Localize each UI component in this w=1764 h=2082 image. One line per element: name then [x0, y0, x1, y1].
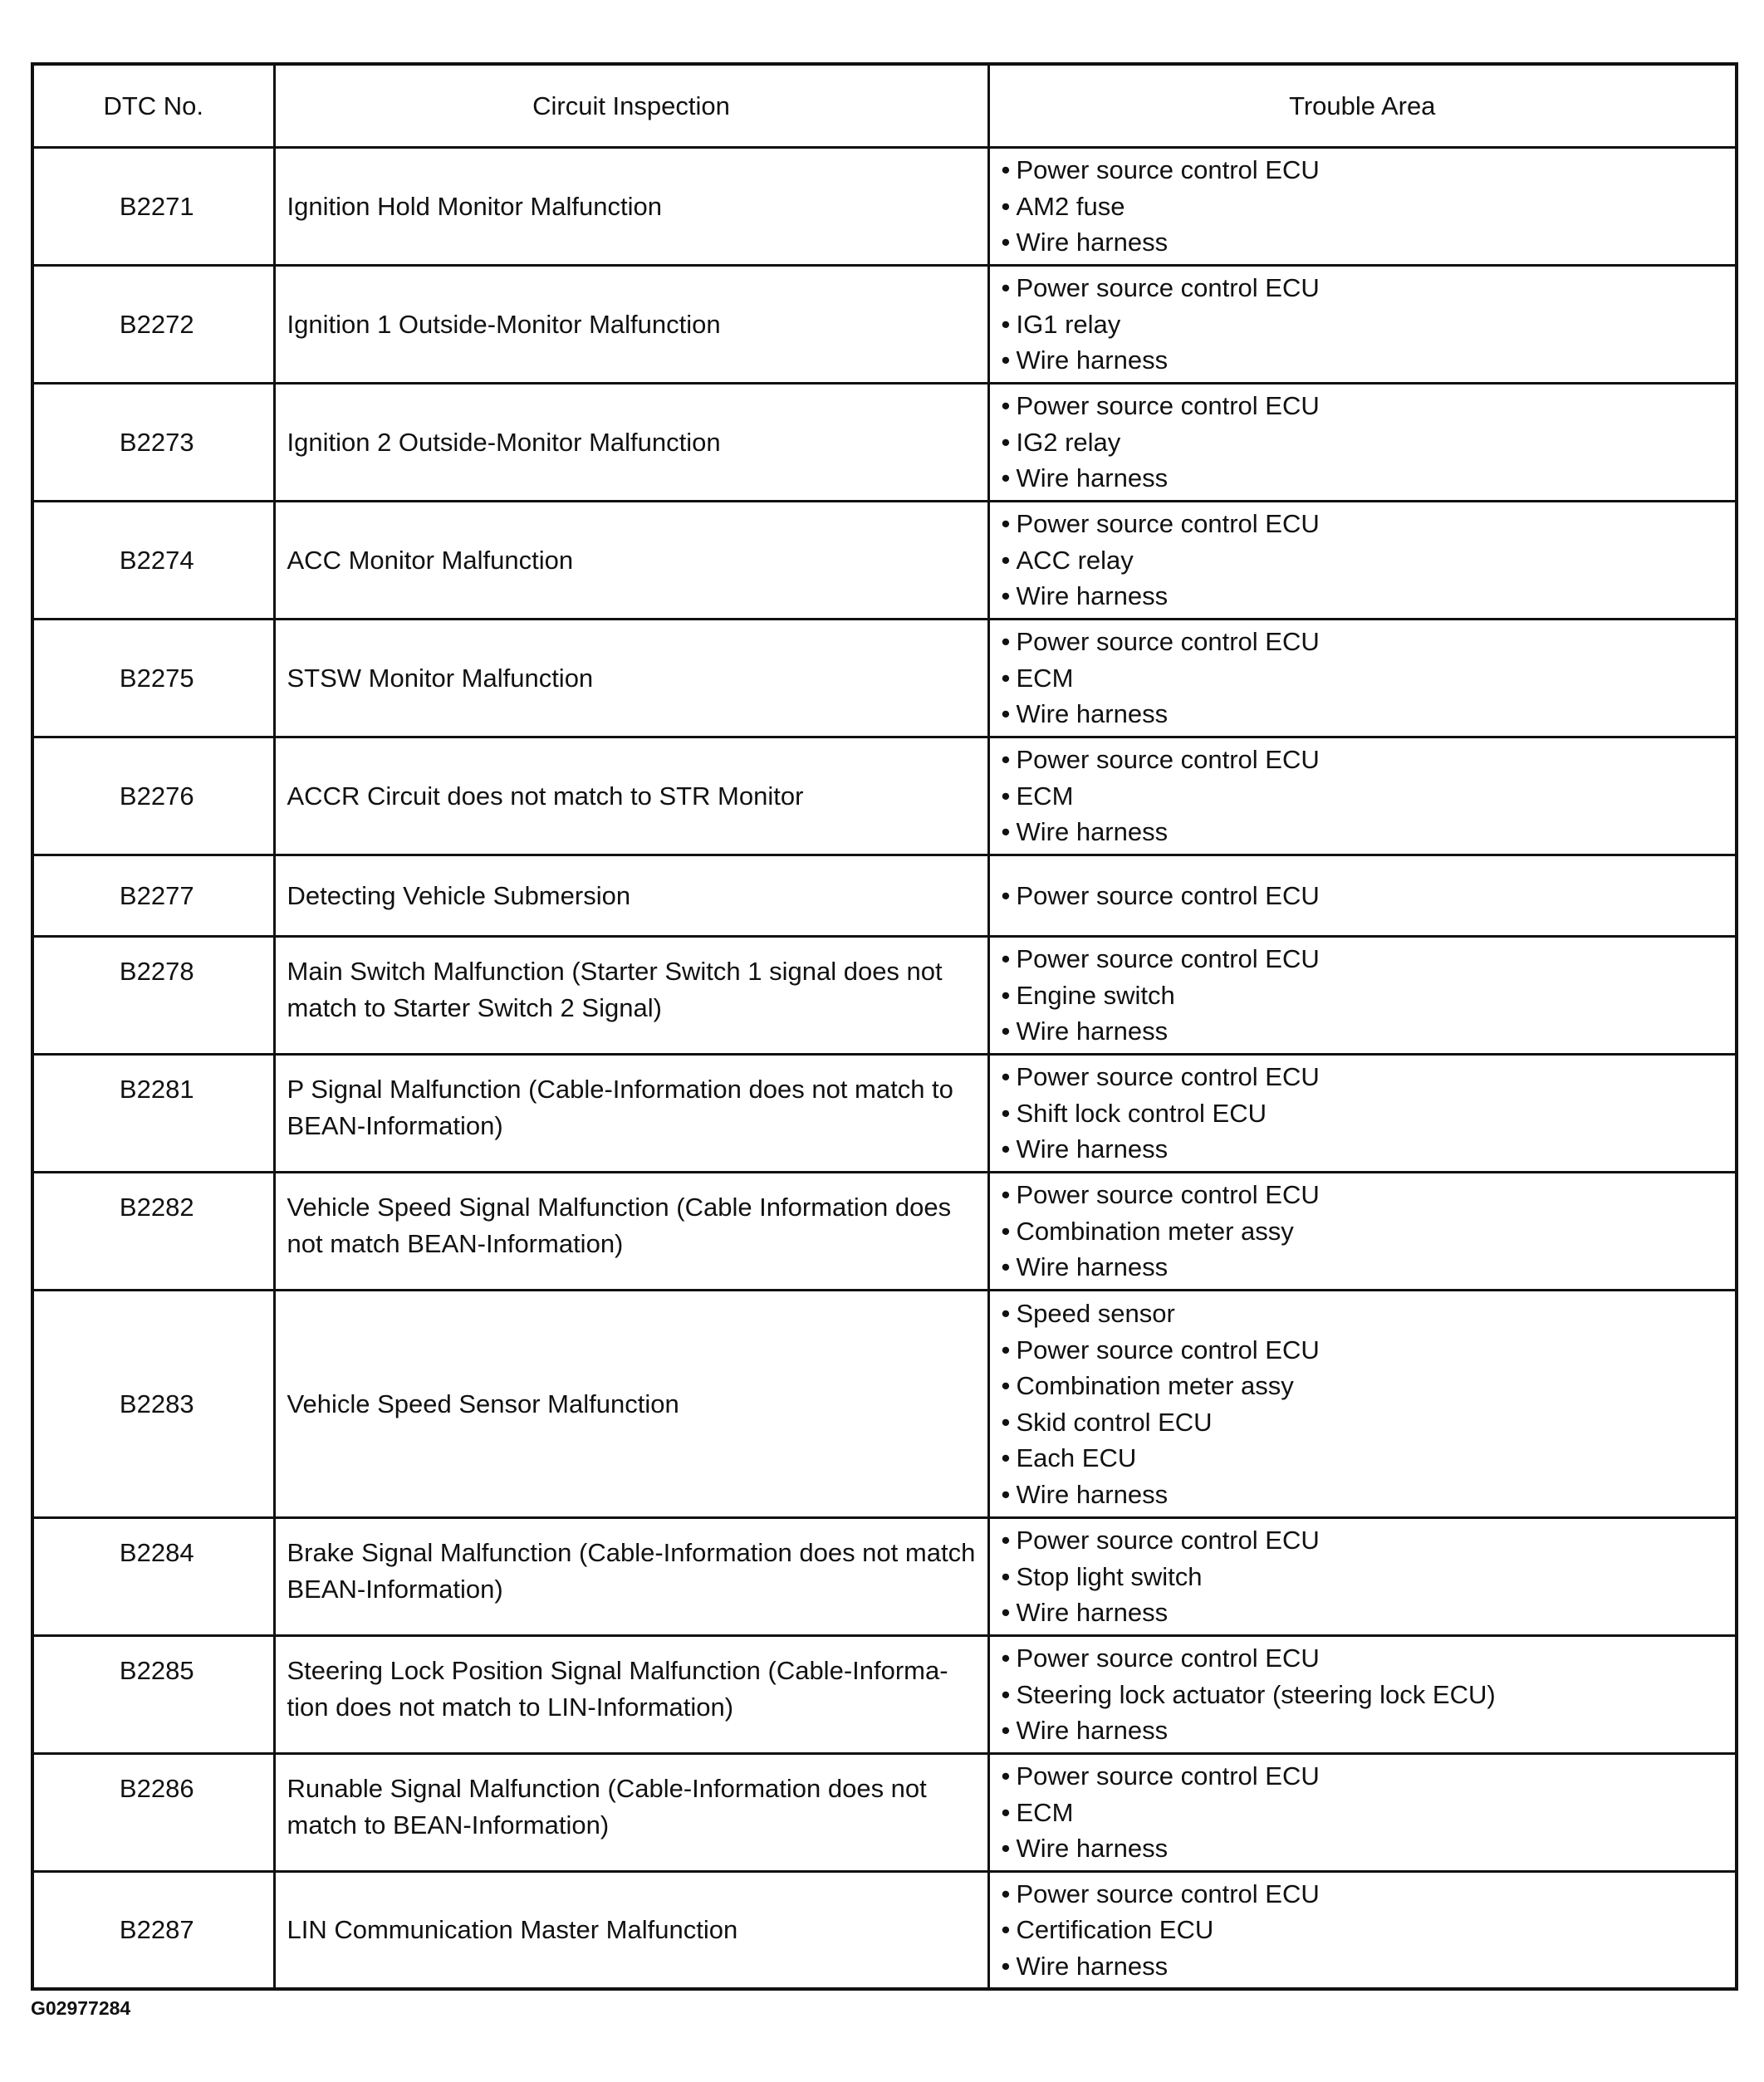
trouble-area-list [1002, 742, 1727, 850]
dtc-code: B2271 [32, 148, 274, 266]
trouble-area-item: • Power source control ECU [1002, 1059, 1727, 1095]
trouble-area-item: • Power source control ECU [1002, 878, 1727, 914]
trouble-area-list [1002, 1876, 1727, 1985]
trouble-area-item: • Steering lock actuator (steering lock ECU) [1002, 1677, 1727, 1713]
trouble-area-item: • Stop light switch [1002, 1559, 1727, 1595]
trouble-area-item: • Wire harness [1002, 1477, 1727, 1513]
table-row [32, 1754, 1737, 1872]
trouble-area-cell [988, 1872, 1737, 1989]
trouble-area-item: • Wire harness [1002, 696, 1727, 732]
table-row [32, 855, 1737, 937]
trouble-area-item: • Wire harness [1002, 1249, 1727, 1286]
trouble-area-item: • Certification ECU [1002, 1912, 1727, 1948]
trouble-area-item: • IG2 relay [1002, 424, 1727, 461]
circuit-inspection-text: ACC Monitor Malfunction [274, 502, 988, 620]
dtc-code: B2278 [32, 937, 274, 1055]
trouble-area-item: • Combination meter assy [1002, 1213, 1727, 1250]
header-circuit-inspection: Circuit Inspection [274, 64, 988, 148]
table-row [32, 1291, 1737, 1518]
dtc-code: B2275 [32, 620, 274, 737]
circuit-inspection-text: Vehicle Speed Signal Malfunction (Cable Information does not match BEAN-Information) [274, 1173, 988, 1291]
table-row [32, 737, 1737, 855]
trouble-area-list [1002, 1758, 1727, 1867]
dtc-code: B2285 [32, 1636, 274, 1754]
trouble-area-list [1002, 941, 1727, 1050]
trouble-area-item: • Wire harness [1002, 814, 1727, 850]
trouble-area-item: • Power source control ECU [1002, 1640, 1727, 1677]
trouble-area-cell [988, 1754, 1737, 1872]
trouble-area-item: • Power source control ECU [1002, 1522, 1727, 1559]
trouble-area-list [1002, 878, 1727, 914]
dtc-code: B2276 [32, 737, 274, 855]
table-header-row [32, 64, 1737, 148]
dtc-code: B2284 [32, 1518, 274, 1636]
trouble-area-item: • ACC relay [1002, 542, 1727, 579]
trouble-area-item: • Power source control ECU [1002, 388, 1727, 424]
table-row [32, 1173, 1737, 1291]
table-row [32, 148, 1737, 266]
trouble-area-cell [988, 384, 1737, 502]
trouble-area-item: • Power source control ECU [1002, 270, 1727, 306]
trouble-area-item: • Shift lock control ECU [1002, 1095, 1727, 1132]
table-row [32, 266, 1737, 384]
trouble-area-item: • Wire harness [1002, 1013, 1727, 1050]
dtc-code: B2287 [32, 1872, 274, 1989]
dtc-code: B2283 [32, 1291, 274, 1518]
trouble-area-item: • Wire harness [1002, 1948, 1727, 1985]
dtc-code: B2281 [32, 1055, 274, 1173]
trouble-area-item: • Wire harness [1002, 1595, 1727, 1631]
trouble-area-item: • Power source control ECU [1002, 742, 1727, 778]
trouble-area-cell [988, 148, 1737, 266]
table-row [32, 1518, 1737, 1636]
trouble-area-list [1002, 506, 1727, 615]
dtc-code: B2273 [32, 384, 274, 502]
circuit-inspection-text: Main Switch Malfunction (Starter Switch 1 signal does not match to Starter Switch 2 Signal) [274, 937, 988, 1055]
trouble-area-cell [988, 1173, 1737, 1291]
circuit-inspection-text: Detecting Vehicle Submersion [274, 855, 988, 937]
trouble-area-item: • ECM [1002, 778, 1727, 815]
dtc-table [31, 62, 1738, 1991]
circuit-inspection-text: Vehicle Speed Sensor Malfunction [274, 1291, 988, 1518]
table-row [32, 1872, 1737, 1989]
circuit-inspection-text: LIN Communication Master Malfunction [274, 1872, 988, 1989]
trouble-area-item: • Power source control ECU [1002, 624, 1727, 660]
trouble-area-item: • Power source control ECU [1002, 152, 1727, 189]
header-trouble-area: Trouble Area [988, 64, 1737, 148]
trouble-area-list [1002, 1522, 1727, 1631]
trouble-area-item: • Wire harness [1002, 342, 1727, 379]
trouble-area-item: • Power source control ECU [1002, 1758, 1727, 1795]
trouble-area-list [1002, 1059, 1727, 1168]
trouble-area-item: • Power source control ECU [1002, 1177, 1727, 1213]
trouble-area-item: • ECM [1002, 1795, 1727, 1831]
trouble-area-cell [988, 502, 1737, 620]
trouble-area-item: • IG1 relay [1002, 306, 1727, 343]
circuit-inspection-text: P Signal Malfunction (Cable-Information does not match to BEAN-Information) [274, 1055, 988, 1173]
trouble-area-item: • Speed sensor [1002, 1296, 1727, 1332]
circuit-inspection-text: Runable Signal Malfunction (Cable-Information does not match to BEAN-Information) [274, 1754, 988, 1872]
trouble-area-list [1002, 624, 1727, 732]
trouble-area-item: • Wire harness [1002, 1712, 1727, 1749]
table-row [32, 1055, 1737, 1173]
trouble-area-item: • Each ECU [1002, 1440, 1727, 1477]
trouble-area-list [1002, 388, 1727, 497]
trouble-area-cell [988, 1636, 1737, 1754]
table-row [32, 937, 1737, 1055]
trouble-area-item: • AM2 fuse [1002, 189, 1727, 225]
trouble-area-item: • Wire harness [1002, 1830, 1727, 1867]
trouble-area-item: • Wire harness [1002, 1131, 1727, 1168]
trouble-area-list [1002, 152, 1727, 261]
dtc-code: B2282 [32, 1173, 274, 1291]
table-row [32, 620, 1737, 737]
trouble-area-list [1002, 270, 1727, 379]
dtc-code: B2272 [32, 266, 274, 384]
circuit-inspection-text: Brake Signal Malfunction (Cable-Information does not match BEAN-Information) [274, 1518, 988, 1636]
trouble-area-cell [988, 1518, 1737, 1636]
trouble-area-cell [988, 266, 1737, 384]
figure-code: G02977284 [31, 1997, 131, 2019]
circuit-inspection-text: Steering Lock Position Signal Malfunction (Cable-Informa-tion does not match to LIN-Information) [274, 1636, 988, 1754]
table-row [32, 1636, 1737, 1754]
trouble-area-list [1002, 1177, 1727, 1286]
circuit-inspection-text: ACCR Circuit does not match to STR Monitor [274, 737, 988, 855]
trouble-area-item: • Power source control ECU [1002, 506, 1727, 542]
trouble-area-cell [988, 937, 1737, 1055]
dtc-code: B2277 [32, 855, 274, 937]
trouble-area-item: • Power source control ECU [1002, 1876, 1727, 1913]
trouble-area-cell [988, 1291, 1737, 1518]
trouble-area-cell [988, 620, 1737, 737]
trouble-area-item: • Wire harness [1002, 460, 1727, 497]
trouble-area-item: • Skid control ECU [1002, 1404, 1727, 1441]
circuit-inspection-text: Ignition 2 Outside-Monitor Malfunction [274, 384, 988, 502]
trouble-area-item: • Engine switch [1002, 977, 1727, 1014]
header-dtc-no: DTC No. [32, 64, 274, 148]
trouble-area-item: • Power source control ECU [1002, 941, 1727, 977]
dtc-code: B2274 [32, 502, 274, 620]
trouble-area-item: • Wire harness [1002, 224, 1727, 261]
table-row [32, 502, 1737, 620]
trouble-area-item: • Wire harness [1002, 578, 1727, 615]
trouble-area-cell [988, 737, 1737, 855]
circuit-inspection-text: Ignition Hold Monitor Malfunction [274, 148, 988, 266]
dtc-code: B2286 [32, 1754, 274, 1872]
trouble-area-item: • Power source control ECU [1002, 1332, 1727, 1369]
trouble-area-list [1002, 1296, 1727, 1512]
trouble-area-item: • ECM [1002, 660, 1727, 697]
trouble-area-list [1002, 1640, 1727, 1749]
trouble-area-cell [988, 1055, 1737, 1173]
table-row [32, 384, 1737, 502]
trouble-area-cell [988, 855, 1737, 937]
trouble-area-item: • Combination meter assy [1002, 1368, 1727, 1404]
circuit-inspection-text: STSW Monitor Malfunction [274, 620, 988, 737]
circuit-inspection-text: Ignition 1 Outside-Monitor Malfunction [274, 266, 988, 384]
